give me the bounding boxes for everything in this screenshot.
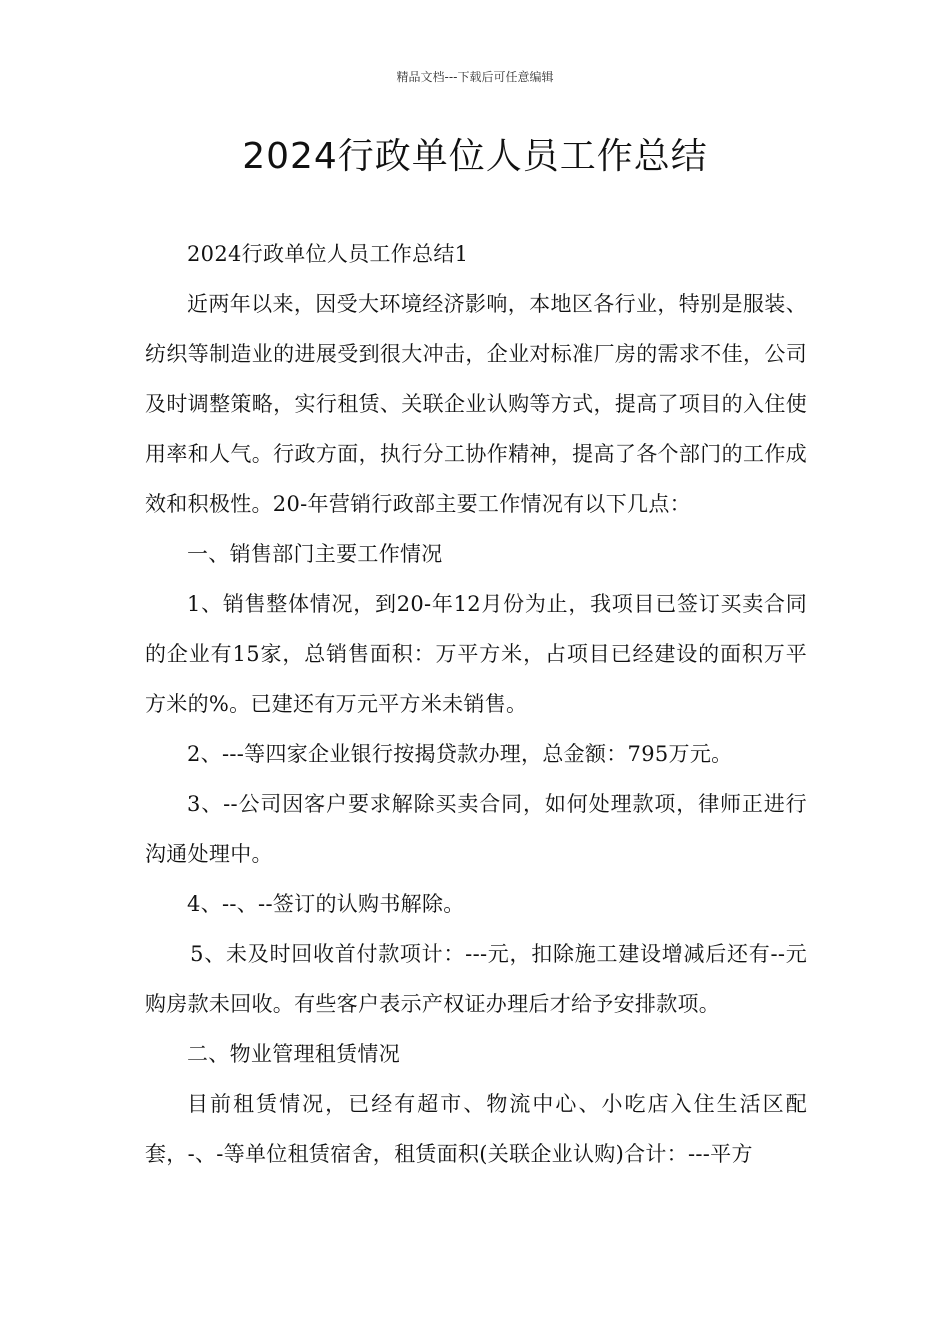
list-item: 1、销售整体情况，到20-年12月份为止，我项目已签订买卖合同的企业有15家，总销售面积：万平方米，占项目已经建设的面积万平方米的%。已建还有万元平方米未销售。	[145, 592, 807, 716]
list-item: 5、未及时回收首付款项计：---元，扣除施工建设增减后还有--元购房款未回收。有些客户表示产权证办理后才给予安排款项。	[145, 942, 807, 1016]
body-paragraph: 目前租赁情况，已经有超市、物流中心、小吃店入住生活区配套，-、-等单位租赁宿舍，租赁面积(关联企业认购)合计：---平方	[145, 1092, 807, 1166]
header-note: 精品文档---下载后可任意编辑	[396, 70, 554, 84]
document-title: 2024行政单位人员工作总结	[242, 136, 708, 177]
list-item: 2、---等四家企业银行按揭贷款办理，总金额：795万元。	[187, 742, 733, 766]
list-item: 3、--公司因客户要求解除买卖合同，如何处理款项，律师正进行沟通处理中。	[145, 792, 807, 866]
intro-paragraph: 近两年以来，因受大环境经济影响，本地区各行业，特别是服装、纺织等制造业的进展受到很大冲击，企业对标准厂房的需求不佳，公司及时调整策略，实行租赁、关联企业认购等方式，提高了项目的入住使用率和人气。行政方面，执行分工协作精神，提高了各个部门的工作成效和积极性。20-年营销行政部主要工作情况有以下几点：	[145, 292, 807, 516]
section-heading: 二、物业管理租赁情况	[187, 1042, 400, 1066]
section-heading: 一、销售部门主要工作情况	[187, 542, 443, 566]
document-body	[145, 229, 807, 1179]
list-item: 4、--、--签订的认购书解除。	[187, 892, 465, 916]
section-heading: 2024行政单位人员工作总结1	[187, 242, 469, 266]
